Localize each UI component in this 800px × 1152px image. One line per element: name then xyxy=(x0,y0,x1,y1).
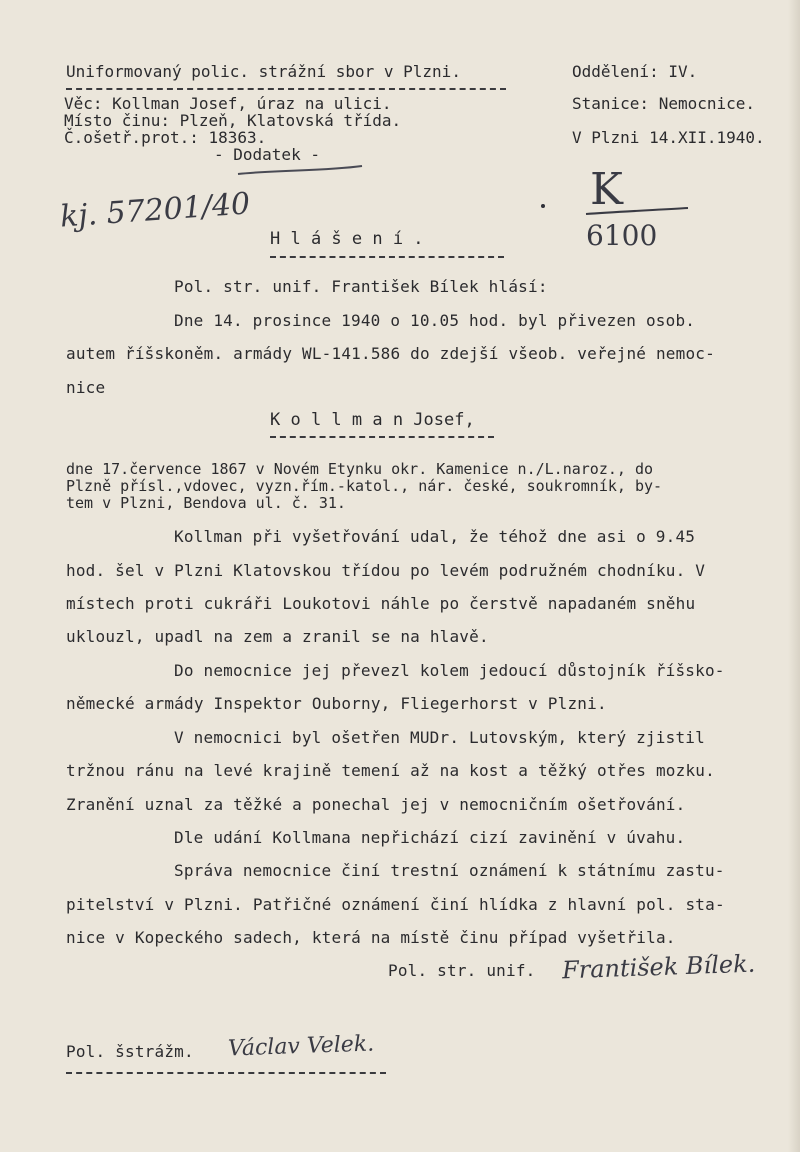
station: Stanice: Nemocnice. xyxy=(572,94,756,113)
details-line: dne 17.července 1867 v Novém Etynku okr. Kamenice n./L.naroz., do xyxy=(66,460,653,478)
paragraph-line: uklouzl, upadl na zem a zranil se na hlavě. xyxy=(66,627,489,646)
paragraph-line: V nemocnici byl ošetřen MUDr. Lutovským, který zjistil xyxy=(174,728,705,747)
paragraph-line: Do nemocnice jej převezl kolem jedoucí důstojník říšsko- xyxy=(174,661,725,680)
addendum-underline xyxy=(236,162,366,178)
paragraph-line: autem říšskoněm. armády WL-141.586 do zdejší všeob. veřejné nemoc- xyxy=(66,344,715,363)
ink-dot xyxy=(540,203,548,211)
paragraph-line: německé armády Inspektor Ouborny, Fliegerhorst v Plzni. xyxy=(66,694,607,713)
paragraph-line: nice xyxy=(66,378,106,397)
handwritten-mark-number: 6100 xyxy=(586,219,658,252)
place-date: V Plzni 14.XII.1940. xyxy=(572,128,765,147)
protocol-line: Č.ošetř.prot.: 18363. xyxy=(64,128,267,147)
paragraph-line: Dne 14. prosince 1940 o 10.05 hod. byl přivezen osob. xyxy=(174,311,696,330)
signature-name: František Bílek. xyxy=(561,949,756,985)
signature-divider xyxy=(66,1072,386,1074)
signature-label: Pol. šstrážm. xyxy=(66,1042,194,1061)
report-title: H l á š e n í . xyxy=(270,229,424,249)
signature-label: Pol. str. unif. xyxy=(388,961,536,980)
subject-line: Věc: Kollman Josef, úraz na ulici. xyxy=(64,94,392,113)
organization: Uniformovaný polic. strážní sbor v Plzni. xyxy=(66,62,461,81)
paragraph-line: hod. šel v Plzni Klatovskou třídou po levém podružném chodníku. V xyxy=(66,561,706,580)
handwritten-mark-letter: K xyxy=(590,164,623,215)
paper-edge xyxy=(788,0,800,1152)
location-line: Místo činu: Plzeň, Klatovská třída. xyxy=(64,111,402,130)
handwritten-reference: kj. 57201/40 xyxy=(58,186,252,235)
paragraph-line: Dle udání Kollmana nepřichází cizí zavinění v úvahu. xyxy=(174,828,686,847)
paragraph-line: pitelství v Plzni. Patřičné oznámení činí hlídka z hlavní pol. sta- xyxy=(66,895,725,914)
header-divider xyxy=(66,88,506,90)
addendum-label: - Dodatek - xyxy=(214,145,320,164)
signature-name: Václav Velek. xyxy=(227,1031,375,1062)
details-line: tem v Plzni, Bendova ul. č. 31. xyxy=(66,494,346,512)
name-underline xyxy=(270,436,494,438)
title-underline xyxy=(270,256,504,258)
paragraph-line: nice v Kopeckého sadech, která na místě činu případ vyšetřila. xyxy=(66,928,676,947)
paragraph-line: Zranění uznal za těžké a ponechal jej v nemocničním ošetřování. xyxy=(66,795,686,814)
department: Oddělení: IV. xyxy=(572,62,698,81)
paragraph-line: místech proti cukráři Loukotovi náhle po čerstvě napadaném sněhu xyxy=(66,594,696,613)
paragraph-line: tržnou ránu na levé krajině temení až na kost a těžký otřes mozku. xyxy=(66,761,715,780)
paragraph-line: Správa nemocnice činí trestní oznámení k státnímu zastu- xyxy=(174,861,725,880)
details-line: Plzně přísl.,vdovec, vyzn.řím.-katol., nár. české, soukromník, by- xyxy=(66,477,663,495)
person-name: K o l l m a n Josef, xyxy=(270,410,475,430)
intro-line: Pol. str. unif. František Bílek hlásí: xyxy=(174,277,548,296)
paragraph-line: Kollman při vyšetřování udal, že téhož dne asi o 9.45 xyxy=(174,527,696,546)
mark-underline xyxy=(584,204,694,218)
